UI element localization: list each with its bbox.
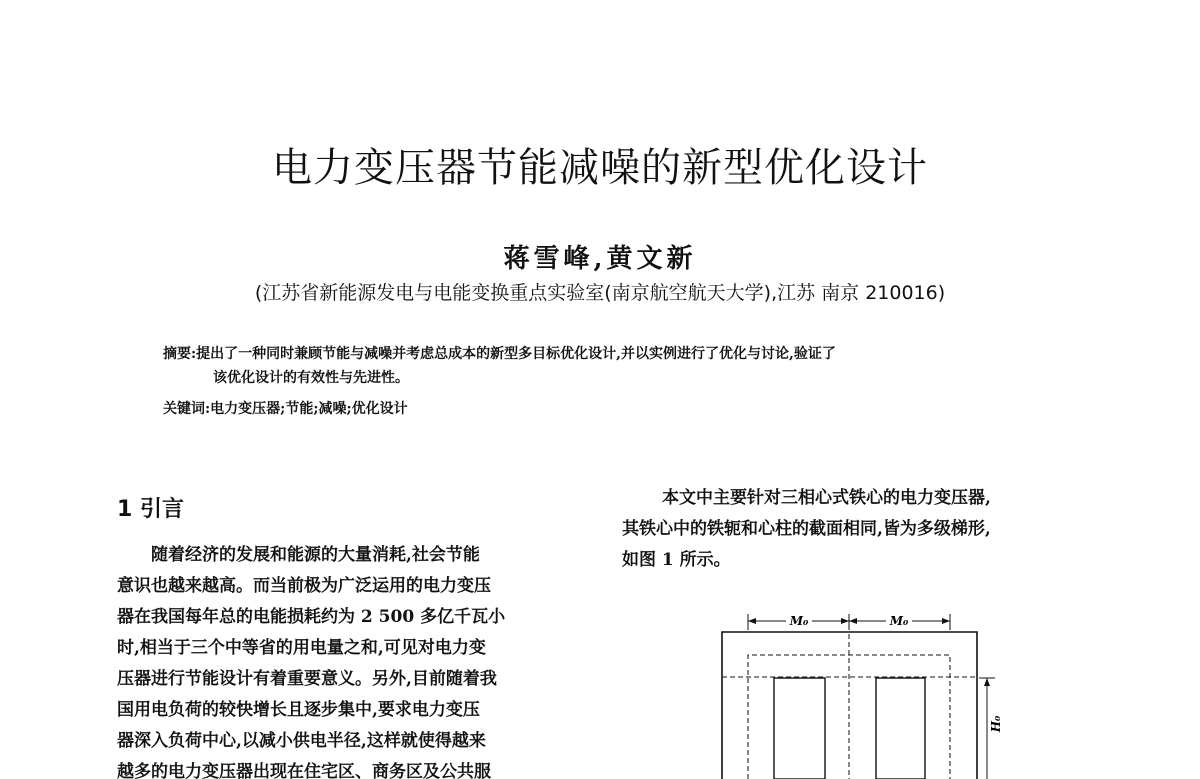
dimension-label-h0: H₀ [989,715,1003,733]
right-window [876,678,925,779]
affiliation: (江苏省新能源发电与电能变换重点实验室(南京航空航天大学),江苏 南京 210016) [254,282,946,304]
body-line: 其铁心中的铁轭和心柱的截面相同,皆为多级梯形, [622,519,991,539]
arrow-head [984,678,990,686]
core-diagram-svg [700,600,1020,779]
dimension-label-m0-right: M₀ [889,614,909,628]
abstract-label: 摘要: [163,346,197,362]
abstract-line-2: 该优化设计的有效性与先进性。 [213,370,409,386]
intro-line: 随着经济的发展和能源的大量消耗,社会节能 [151,545,480,565]
intro-line: 压器进行节能设计有着重要意义。另外,目前随着我 [117,669,497,689]
body-line: 本文中主要针对三相心式铁心的电力变压器, [662,488,991,508]
left-window [774,678,825,779]
arrow-head [942,618,950,624]
abstract [163,342,1053,390]
intro-line: 时,相当于三个中等省的用电量之和,可见对电力变 [117,638,486,658]
abstract-text-1: 提出了一种同时兼顾节能与减噪并考虑总成本的新型多目标优化设计,并以实例进行了优化与讨论,验证了 [196,346,836,362]
left-column [117,540,583,779]
dimension-label-m0-left: M₀ [789,614,809,628]
authors: 蒋雪峰,黄文新 [503,244,697,274]
intro-line: 越多的电力变压器出现在住宅区、商务区及公共服 [117,762,491,779]
intro-line: 意识也越来越高。而当前极为广泛运用的电力变压 [117,576,491,596]
section-heading: 1 引言 [117,497,184,522]
intro-line: 国用电负荷的较快增长且逐步集中,要求电力变压 [117,700,480,720]
abstract-line-1 [163,342,1053,366]
core-diagram [700,600,1020,779]
keywords-label: 关键词: [163,401,211,417]
arrow-head [849,618,857,624]
right-column [622,483,1090,576]
keywords-text: 电力变压器;节能;减噪;优化设计 [210,401,408,417]
keywords [163,398,1053,418]
intro-line: 器深入负荷中心,以减小供电半径,这样就使得越来 [117,731,486,751]
intro-line: 器在我国每年总的电能损耗约为 2 500 多亿千瓦小 [117,607,506,627]
body-line: 如图 1 所示。 [622,550,731,570]
arrow-head [841,618,849,624]
paper-title: 电力变压器节能减噪的新型优化设计 [272,145,928,191]
arrow-head [748,618,756,624]
